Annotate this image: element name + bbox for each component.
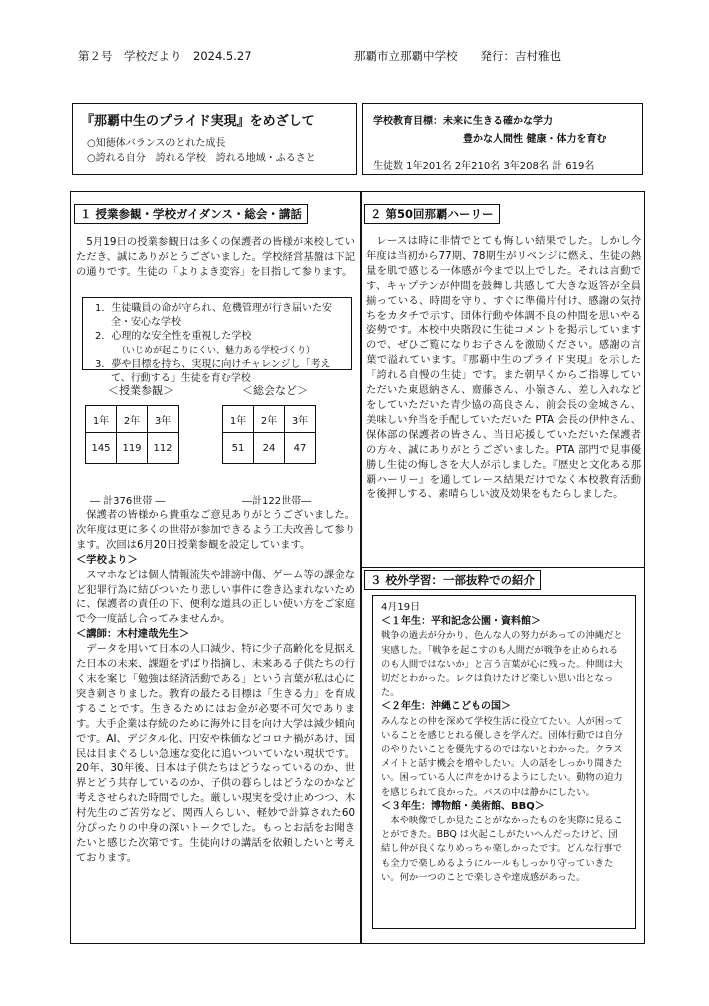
- motto-box: [72, 103, 357, 175]
- list-item: 2．心理的な安全性を重視した学校: [95, 331, 252, 342]
- section-3-title: ３ 校外学習：一部抜粋での紹介: [364, 570, 541, 590]
- issue-info: 第２号 学校だより 2024.5.27: [78, 49, 252, 63]
- goals-line-1: 未来に生きる確かな学力: [443, 116, 553, 127]
- school-text: スマホなどは個人情報流失や誹謗中傷、ゲーム等の課金など犯罪行為に結びついたり悲しい事件に巻き込まれないために、保護者の責任の下、便利な道具の正しい使い方をご家庭で今一度話し合ってみませんか。: [76, 568, 355, 626]
- school-heading: ＜学校より＞: [76, 553, 138, 566]
- table-cell: 47: [285, 433, 316, 464]
- goals-line-2: 豊かな人間性 健康・体力を育む: [463, 134, 607, 145]
- grade-2-text: みんなとの仲を深めて学校生活に役立てたい。人が困っていることを感じとれる優しさを学んだ。団体行動では自分のやりたいことを優先するのではないとわかった。クラスメイトと話す機会を増やしたい。人の話をしっかり聞きたい。困っている人に声をかけるようにしたい。動物の迫力を感じられて良かった。バスの中は静かにしたい。: [381, 715, 623, 798]
- motto-title: 『那覇中生のプライド実現』をめざして: [81, 114, 315, 129]
- grade-1-text: 戦争の過去が分かり、色んな人の努力があっての沖縄だと実感した。「戦争を起こすのも人間だが戦争を止められるのも人間ではないか」と言う言葉が心に残った。仲間は大切だとわかった。レクは負けたけど楽しい思い出となった。: [381, 630, 623, 699]
- trip-date: 4月19日: [381, 602, 421, 613]
- table-cell: 145: [86, 433, 117, 464]
- grade-3-heading: ＜３年生：博物館・美術館、BBQ＞: [381, 800, 545, 812]
- goals-box: [362, 103, 643, 175]
- table-cell: 119: [117, 433, 148, 464]
- section-1-intro: 5月19日の授業参観日は多くの保護者の皆様が来校していただき、誠にありがとうございました。学校経営基盤は下記の通りです。生徒の「よりよき変容」を目指して参ります。: [76, 236, 355, 278]
- grade-3-text: 本や映像でしか見たことがなかったものを実際に見ることができた。BBQ は火起こしがたいへんだったけど、団結し仲が良くなりめっちゃ楽しかったです。どんな行事でも全力で楽しめるようにルールもしっかり守っていきたい。何か一つのことで楽しさや達成感があった。: [381, 815, 623, 883]
- list-item: （いじめが起こりにくい、魅力ある学校づくり）: [117, 346, 316, 356]
- section-1-body: [76, 508, 355, 866]
- feedback-text: 保護者の皆様から貴重なご意見ありがとうございました。次年度は更に多くの世帯が参加できるよう工夫改善して参ります。次回は6月20日授業参観を設定しています。: [76, 509, 355, 551]
- meeting-table: [222, 405, 316, 464]
- grade-2-heading: ＜２年生：沖縄こどもの国＞: [381, 701, 511, 713]
- lecturer-heading: ＜講師：木村達哉先生＞: [76, 628, 190, 641]
- grade-1-heading: ＜１年生：平和記念公園・資料館＞: [381, 616, 541, 628]
- table-cell: 3年: [148, 406, 179, 433]
- table-cell: 24: [254, 433, 285, 464]
- haari-text: レースは時に非情でとても悔しい結果でした。しかし今年度は当初から77期、78期生がリベンジに燃え、生徒の熱量を肌で感じる一体感が今まで以上でした。それは言動です、キャプテンが仲間を鼓舞し共感して大きな返答が全員揃っている、時間を守り、すぐに準備片付け、感謝の気持ちをカタチで示す、団体行動や体調不良の仲間を思いやる姿勢です。本校中央階段に生徒コメントを掲示していますので、ぜひご覧になりお子さんを激励ください。感謝の言葉で溢れています。『那覇中生のプライド実現』を示した「誇れる自慢の生徒」です。また朝早くからご指導していただいた東恩納さん、齋藤さん、小嶺さん、差し入れなどをしていただいた青少協の高良さん、前会長の金城さん、美味しい弁当を手配していただいた PTA 会長の伊仲さん、保体部の保護者の皆さん、当日応援していただいた保護者の方々、誠にありがとうございました。PTA 部門で見事優勝し生徒の悔しさを大人が示しました。『歴史と文化ある那覇ハーリー』を通してレース結果だけでなく本校教育活動を後押しする、素晴らしい波及効果をもたらしました。: [366, 235, 641, 501]
- list-item: 3．夢や目標を持ち、実現に向けチャレンジし「考えて、行動する」生徒を育む学校: [95, 359, 331, 384]
- table-cell: 2年: [254, 406, 285, 433]
- table-cell: 3年: [285, 406, 316, 433]
- school-management-list: [82, 297, 352, 384]
- goals-label: 学校教育目標：: [373, 116, 443, 127]
- section-2-body: [366, 234, 641, 502]
- list-item: 1．生徒職員の命が守られ、危機管理が行き届いた安全・安心な学校: [95, 303, 332, 328]
- visit-label: ＜授業参観＞: [108, 384, 174, 397]
- section-2-title: ２ 第50回那覇ハーリー: [364, 204, 500, 224]
- lecturer-text: データを用いて日本の人口減少、特に少子高齢化を見据えた日本の未来、課題をずばり指摘し、未来ある子供たちの行く末を案じ「勉強は経済活動である」という言葉が私は心に突き刺さりました。教育の最たる目標は「生きる力」を育成することです。生きるためにはお金が必要不可欠であります。大手企業は存続のために海外に目を向け大学は減少傾向です。AI、デジタル化、円安や株価などコロナ禍があけ、国民は目まぐるしい急速な変化に追いついていない現状です。20年、30年後、日本は子供たちはどうなっているのか、世界とどう共存しているのか、子供の暮らしはどうなのかなど考えさせられた時間でした。厳しい現実を受け止めつつ、木村先生のご苦労など、関西人らしい、軽妙で計算された60分ぴったりの中身の深いトークでした。もっとお話をお聞きたいと感じた次第です。生徒向けの講話を依頼したいと考えております。: [76, 643, 355, 864]
- visit-total: ― 計376世帯 ―: [90, 496, 166, 507]
- motto-line-1: ○知徳体バランスのとれた成長: [87, 138, 226, 149]
- student-count: 生徒数 1年201名 2年210名 3年208名 計 619名: [373, 161, 595, 172]
- section-3-divider: [361, 567, 644, 568]
- field-trip-box: [372, 595, 636, 929]
- motto-line-2: ○誇れる自分 誇れる学校 誇れる地域・ふるさと: [87, 153, 316, 164]
- publisher-info: 那覇市立那覇中学校 発行：吉村雅也: [354, 49, 561, 63]
- meeting-label: ＜総会など＞: [242, 384, 308, 397]
- table-cell: 112: [148, 433, 179, 464]
- table-cell: 1年: [223, 406, 254, 433]
- table-cell: 51: [223, 433, 254, 464]
- table-cell: 1年: [86, 406, 117, 433]
- visit-table: [85, 405, 179, 464]
- section-1-title: １ 授業参観・学校ガイダンス・総会・講話: [74, 204, 308, 224]
- table-cell: 2年: [117, 406, 148, 433]
- meeting-total: ―計122世帯―: [242, 496, 312, 507]
